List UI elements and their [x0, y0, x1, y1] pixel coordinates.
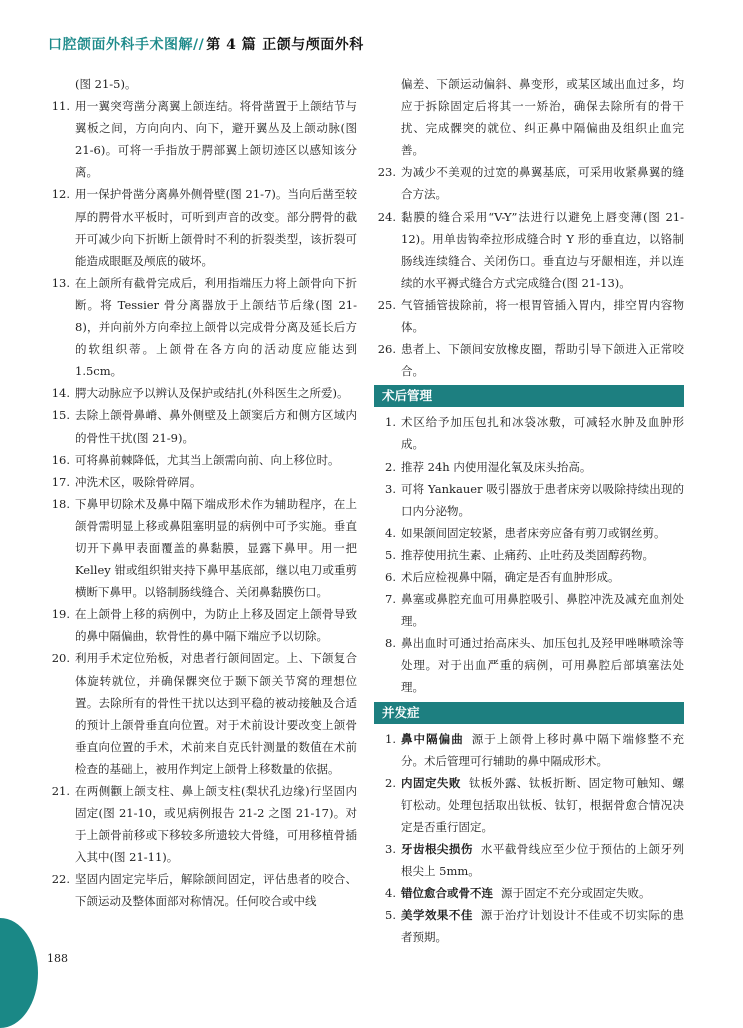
item-number: 1. [385, 731, 396, 746]
item-number: 11. [51, 99, 70, 114]
list-item [48, 183, 357, 271]
complication-description: 钛板外露、钛板折断、固定物可触知、螺钉松动。处理包括取出钛板、钛钉，根据骨愈合情况决定是否重行固定。 [401, 775, 685, 834]
list-item [48, 73, 357, 95]
list-item [48, 647, 357, 780]
item-number: 24. [377, 209, 396, 224]
item-number: 3. [385, 481, 396, 496]
list-item [48, 382, 357, 404]
item-text [401, 728, 684, 772]
list-item [48, 493, 357, 603]
list-item [48, 868, 357, 912]
list-item [374, 838, 684, 882]
list-item [374, 566, 684, 588]
header-part: 第 4 篇 [206, 37, 257, 53]
item-number: 21. [51, 784, 70, 798]
item-text: 术区给予加压包扎和冰袋冰敷，可减轻水肿及血肿形成。 [401, 415, 684, 452]
complication-term: 牙齿根尖损伤 [401, 842, 473, 856]
item-text: 术后应检视鼻中隔，确定是否有血肿形成。 [401, 569, 620, 584]
item-text: 用一保护骨凿分离鼻外侧骨壁(图 21-7)。当向后凿至较厚的腭骨水平板时，可听到声音的改变。部分腭骨的截开可减少向下折断上颌骨时不利的折裂类型，该折裂可能造成眼眶及颅底的破坏。 [75, 187, 357, 268]
item-text: 冲洗术区，吸除骨碎屑。 [75, 474, 202, 489]
list-item [374, 632, 684, 698]
item-text: 在上颌骨上移的病例中，为防止上移及固定上颌骨导致的鼻中隔偏曲，软骨性的鼻中隔下端应予以切除。 [75, 607, 357, 644]
item-number: 13. [51, 275, 70, 290]
item-text: 可将 Yankauer 吸引器放于患者床旁以吸除持续出现的口内分泌物。 [401, 481, 684, 518]
item-number: 14. [51, 386, 70, 401]
item-text: 在上颌所有截骨完成后，利用指端压力将上颌骨向下折断。将 Tessier 骨分离器放于上颌结节后缘(图 21-8)，并向前外方向牵拉上颌骨以完成骨分离及延长后方的软组织蒂。上颌骨在各方向的活动度应能达到 1.5cm。 [75, 275, 357, 379]
list-item [374, 456, 684, 478]
item-text [401, 838, 684, 882]
item-text: 下鼻甲切除术及鼻中隔下端成形术作为辅助程序，在上颌骨需明显上移或鼻阻塞明显的病例中可予实施。垂直切开下鼻甲表面覆盖的鼻黏膜，显露下鼻甲。用一把 Kelley 钳或组织钳夹持下鼻甲基底部，继以电刀或重剪横断下鼻甲。以铬制肠线缝合、关闭鼻黏膜伤口。 [75, 496, 357, 600]
item-number: 7. [385, 592, 396, 607]
item-text: 推荐 24h 内使用湿化氧及床头抬高。 [401, 459, 592, 474]
complication-term: 鼻中隔偏曲 [401, 731, 464, 746]
item-text: 为减少不美观的过宽的鼻翼基底，可采用收紧鼻翼的缝合方法。 [401, 165, 684, 202]
list-item [374, 882, 684, 904]
list-item [48, 780, 357, 868]
complication-description: 水平截骨线应至少位于预估的上颌牙列根尖上 5mm。 [401, 842, 685, 879]
item-number: 3. [385, 842, 396, 856]
list-item [48, 272, 357, 382]
item-text: 如果颌间固定较紧，患者床旁应备有剪刀或钢丝剪。 [401, 525, 666, 540]
item-number: 15. [51, 408, 70, 423]
item-text: 推荐使用抗生素、止痛药、止吐药及类固醇药物。 [401, 547, 654, 562]
list-item [374, 161, 684, 205]
item-text [401, 904, 684, 948]
item-text: 坚固内固定完毕后，解除颌间固定，评估患者的咬合、下颌运动及整体面部对称情况。任何咬合或中线 [75, 872, 357, 909]
item-text: 偏差、下颌运动偏斜、鼻变形，或某区域出血过多，均应于拆除固定后将其一一矫治，确保去除所有的骨干扰、完成髁突的就位、纠正鼻中隔偏曲及组织止血完善。 [401, 77, 684, 158]
item-number: 1. [385, 415, 396, 430]
item-number: 16. [51, 452, 70, 467]
list-item [374, 411, 684, 455]
item-text [401, 882, 684, 904]
complication-description: 源于上颌骨上移时鼻中隔下端修整不充分。术后管理可行辅助的鼻中隔成形术。 [401, 731, 685, 768]
item-number: 22. [51, 872, 70, 887]
running-header [48, 34, 364, 54]
list-item [48, 603, 357, 647]
list-item [374, 904, 684, 948]
list-item [374, 73, 684, 161]
item-number: 26. [377, 342, 396, 357]
item-number: 6. [385, 569, 396, 584]
list-item [374, 338, 684, 382]
list-item [374, 294, 684, 338]
item-text: 鼻塞或鼻腔充血可用鼻腔吸引、鼻腔冲洗及减充血剂处理。 [401, 592, 684, 629]
right-column [374, 73, 684, 948]
item-number: 20. [51, 651, 70, 666]
item-number: 19. [51, 607, 70, 622]
item-text: 用一翼突弯凿分离翼上颌连结。将骨凿置于上颌结节与翼板之间，方向向内、向下，避开翼丛及上颌动脉(图 21-6)。可将一手指放于腭部翼上颌切迹区以感知该分离。 [75, 99, 357, 180]
list-item [48, 449, 357, 471]
item-number: 5. [385, 547, 396, 562]
list-item [48, 95, 357, 183]
list-item [374, 544, 684, 566]
list-item [374, 478, 684, 522]
list-item [374, 206, 684, 294]
item-text: 气管插管拔除前，将一根胃管插入胃内，排空胃内容物体。 [401, 297, 684, 335]
list-item [48, 471, 357, 493]
complication-description: 源于固定不充分或固定失败。 [501, 886, 651, 901]
complication-term: 内固定失败 [401, 775, 461, 790]
item-number: 8. [385, 636, 396, 651]
section-heading-complications: 并发症 [374, 702, 684, 724]
item-text: 可将鼻前棘降低，尤其当上颌需向前、向上移位时。 [75, 452, 340, 467]
item-text: 腭大动脉应予以辨认及保护或结扎(外科医生之所爱)。 [75, 386, 349, 401]
item-number: 2. [385, 459, 396, 474]
header-chapter-title: 正颌与颅面外科 [262, 37, 364, 53]
item-number: 4. [385, 525, 396, 540]
header-book-title: 口腔颌面外科手术图解// [48, 37, 205, 53]
list-item [374, 728, 684, 772]
complication-description: 源于治疗计划设计不佳或不切实际的患者预期。 [401, 908, 685, 945]
page-number: 188 [47, 952, 68, 965]
item-text: 患者上、下颌间安放橡皮圈，帮助引导下颌进入正常咬合。 [401, 342, 684, 379]
item-text: 黏膜的缝合采用“V-Y”法进行以避免上唇变薄(图 21-12)。用单齿钩牵拉形成缝合时 Y 形的垂直边，以铬制肠线连续缝合、关闭伤口。垂直边与牙龈相连，并以连续的水平褥式缝合方式完成缝合(图 21-13)。 [401, 209, 684, 290]
item-number: 2. [385, 775, 396, 790]
item-text: 在两侧颧上颌支柱、鼻上颌支柱(梨状孔边缘)行坚固内固定(图 21-10，或见病例报告 21-2 之图 21-17)。对于上颌骨前移或下移较多所遗较大骨缝，可用移植骨插入其中(图 21-11)。 [75, 784, 357, 865]
section-heading-postop: 术后管理 [374, 385, 684, 407]
list-item [374, 772, 684, 838]
list-item [374, 522, 684, 544]
item-number: 18. [51, 496, 70, 511]
list-item [374, 588, 684, 632]
left-column [48, 73, 357, 913]
item-text: 去除上颌骨鼻嵴、鼻外侧壁及上颌窦后方和侧方区域内的骨性干扰(图 21-9)。 [75, 408, 357, 445]
item-number: 25. [377, 297, 396, 312]
corner-decoration [0, 918, 38, 1028]
item-text [401, 772, 684, 838]
item-number: 12. [51, 187, 70, 202]
item-number: 4. [385, 886, 396, 901]
item-text: 利用手术定位殆板，对患者行颌间固定。上、下颌复合体旋转就位，并确保髁突位于颞下颌关节窝的理想位置。去除所有的骨性干扰以达到平稳的被动接触及合适的预计上颌骨垂直向位置。对于术前设计要改变上颌骨垂直向位置的手术，术前来自克氏针测量的数值在术前检查的基础上，被用作判定上颌骨上移数量的依据。 [75, 651, 357, 776]
complication-term: 错位愈合或骨不连 [401, 886, 493, 901]
item-number: 5. [385, 908, 396, 923]
complication-term: 美学效果不佳 [401, 908, 473, 923]
item-number: 23. [377, 165, 396, 180]
item-number: 17. [51, 474, 70, 489]
item-text: (图 21-5)。 [75, 77, 137, 91]
item-text: 鼻出血时可通过抬高床头、加压包扎及羟甲唑啉喷涂等处理。对于出血严重的病例，可用鼻腔后部填塞法处理。 [401, 636, 684, 695]
list-item [48, 404, 357, 448]
